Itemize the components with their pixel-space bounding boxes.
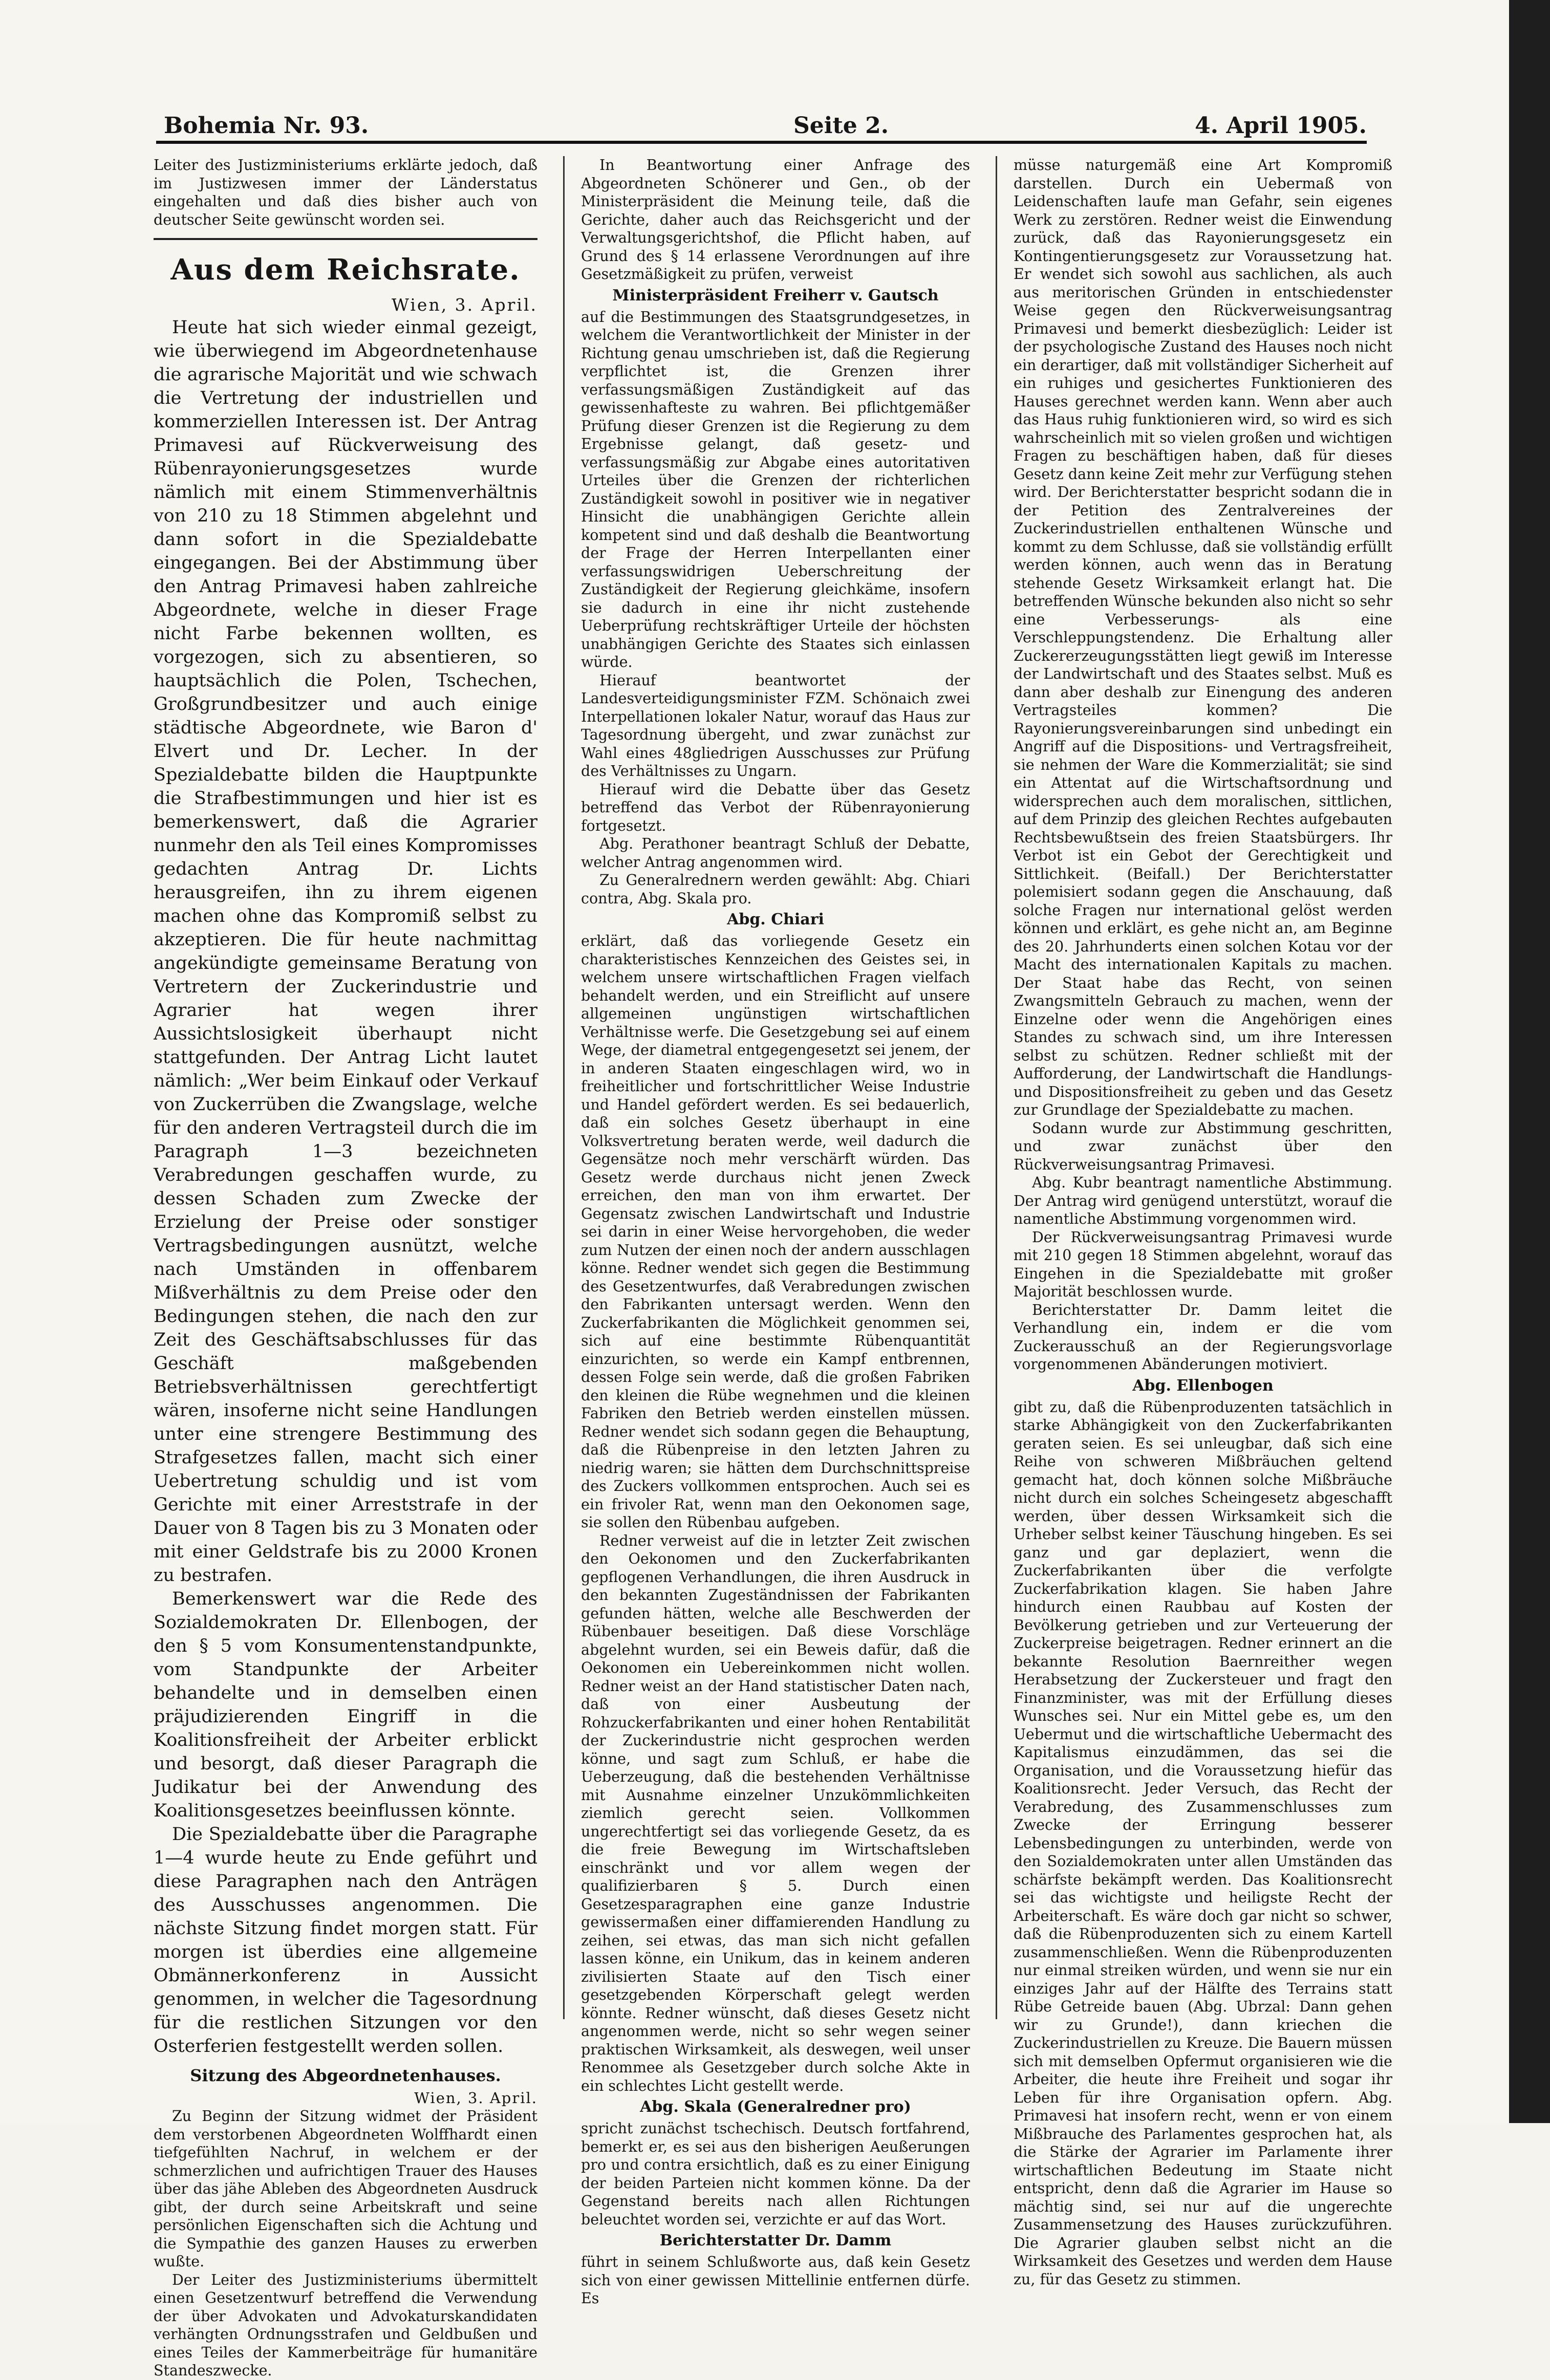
speaker-name: Abg. Skala (Generalredner pro) <box>640 2098 911 2116</box>
article-paragraph: auf die Bestimmungen des Staatsgrundgesetzes, in welchem die Verantwortlichkeit der Minister in der Richtung genau umschrieben ist, daß die Regierung verpflichtet ist, die Grenzen ihrer verfassungsmäßigen Zuständigkeit auf das gewissenhafteste zu wahren. Bei pflichtgemäßer Prüfung dieser Grenzen ist die Regierung zu dem Ergebnisse gelangt, daß gesetz- und verfassungsmäßig zur Abgabe eines autoritativen Urteiles über die Grenzen der richterlichen Zuständigkeit sowohl in positiver wie in negativer Hinsicht die unabhängigen Gerichte allein kompetent sind und daß deshalb die Beantwortung der Frage der Herren Interpellanten einer verfassungswidrigen Ueberschreitung der Zuständigkeit der Regierung gleichkäme, insofern sie dadurch in eine ihr nicht zustehende Ueberprüfung rechtskräftiger Urteile der höchsten unabhängigen Gerichte des Staates sich einlassen würde. <box>581 308 970 670</box>
section-subheading: Sitzung des Abgeordnetenhauses. <box>190 2066 501 2085</box>
article-paragraph: Berichterstatter Dr. Damm leitet die Verhandlung ein, indem er die vom Zuckerausschuß an der Regierungsvorlage vorgenommenen Abänderungen motiviert. <box>1014 1301 1392 1373</box>
masthead <box>164 107 1367 143</box>
column-3 <box>1014 156 1392 2288</box>
speaker-name: Ministerpräsident Freiherr v. Gautsch <box>612 286 939 305</box>
speaker-name: Abg. Chiari <box>727 911 824 928</box>
article-paragraph: spricht zunächst tschechisch. Deutsch fortfahrend, bemerkt er, es sei aus den bisherigen Aeußerungen pro und contra ersichtlich, daß es zu einer Einigung der beiden Parteien nicht kommen könne. Da der Gegenstand bereits nach allen Richtungen beleuchtet worden sei, verzichte er auf das Wort. <box>581 2120 970 2228</box>
masthead-rule <box>156 141 1367 144</box>
section-rule <box>154 238 537 240</box>
article-paragraph: Der Leiter des Justizministeriums übermittelt einen Gesetzentwurf betreffend die Verwendung der über Advokaten und Advokaturskandidaten verhängten Ordnungsstrafen und Geldbußen und eines Teiles der Kammerbeiträge für humanitäre Standeszwecke. <box>154 2271 537 2379</box>
article-paragraph: erklärt, daß das vorliegende Gesetz ein charakteristisches Kennzeichen des Geistes sei, in welchem unsere wirtschaftlichen Fragen vielfach behandelt werden, und ein Streiflicht auf unsere allgemeinen ungünstigen wirtschaftlichen Verhältnisse werfe. Die Gesetzgebung sei auf einem Wege, der diametral entgegengesetzt sei jenem, der in anderen Staaten eingeschlagen wird, wo in freiheitlicher und fortschrittlicher Weise Industrie und Handel gefördert werden. Es sei bedauerlich, daß ein solches Gesetz überhaupt in eine Volksvertretung beraten werde, weil dadurch die Gegensätze noch mehr verschärft würden. Das Gesetz werde durchaus nicht jenen Zweck erreichen, den man von ihm erwartet. Der Gegensatz zwischen Landwirtschaft und Industrie sei darin in einer Weise hervorgehoben, die weder zum Nutzen der einen noch der andern ausschlagen könne. Redner wendet sich gegen die Bestimmung des Gesetzentwurfes, daß Verabredungen zwischen den Fabrikanten untersagt werden. Wenn den Zuckerfabrikanten die Möglichkeit genommen sei, sich auf eine bestimmte Rübenquantität einzurichten, so werde ein Kampf entbrennen, dessen Folge sein werde, daß die großen Fabriken den kleinen die Rübe wegnehmen und die kleinen Fabriken den Betrieb werden einstellen müssen. Redner wendet sich sodann gegen die Behauptung, daß die Rübenpreise in den letzten Jahren zu niedrig waren; sie hätten dem Durchschnittspreise des Zuckers vollkommen entsprochen. Auch sei es ein frivoler Rat, wenn man den Oekonomen sage, sie sollen den Rübenbau aufgeben. <box>581 933 970 1531</box>
page-number: Seite 2. <box>793 113 889 139</box>
article-paragraph: Abg. Perathoner beantragt Schluß der Debatte, welcher Antrag angenommen wird. <box>581 835 970 871</box>
article-paragraph: Hierauf wird die Debatte über das Gesetz betreffend das Verbot der Rübenrayonierung fortgesetzt. <box>581 781 970 834</box>
column-separator <box>996 156 997 2019</box>
paper-issue: Bohemia Nr. 93. <box>164 113 369 139</box>
speaker-name: Berichterstatter Dr. Damm <box>659 2232 892 2249</box>
article-paragraph: Die Spezialdebatte über die Paragraphe 1—4 wurde heute zu Ende geführt und diese Paragraphen nach den Anträgen des Ausschusses angenommen. Die nächste Sitzung findet morgen statt. Für morgen ist überdies eine allgemeine Obmännerkonferenz in Aussicht genommen, in welcher die Tagesordnung für die restlichen Sitzungen vor den Osterferien festgestellt werden sollen. <box>154 1824 537 2057</box>
article-intro: Leiter des Justizministeriums erklärte jedoch, daß im Justizwesen immer der Länderstatus eingehalten und daß dies bisher auch von deutscher Seite gewünscht worden sei. <box>154 157 537 228</box>
article-paragraph: Zu Generalrednern werden gewählt: Abg. Chiari contra, Abg. Skala pro. <box>581 872 970 907</box>
issue-date: 4. April 1905. <box>1195 113 1367 139</box>
dateline: Wien, 3. April. <box>392 295 537 315</box>
dateline: Wien, 3. April. <box>414 2089 537 2107</box>
scan-border <box>1509 0 1550 2123</box>
article-heading: Aus dem Reichsrate. <box>170 253 521 287</box>
article-paragraph: Zu Beginn der Sitzung widmet der Präsident dem verstorbenen Abgeordneten Wolffhardt einen tiefgefühlten Nachruf, in welchem er der schmerzlichen und aufrichtigen Trauer des Hauses über das jähe Ableben des Abgeordneten Ausdruck gibt, der durch seine Arbeitskraft und seine persönlichen Eigenschaften sich die Achtung und die Sympathie des ganzen Hauses zu erwerben wußte. <box>154 2108 537 2270</box>
article-paragraph: Bemerkenswert war die Rede des Sozialdemokraten Dr. Ellenbogen, der den § 5 vom Konsumentenstandpunkte, vom Standpunkte der Arbeiter behandelte und in demselben einen präjudizierenden Eingriff in die Koalitionsfreiheit der Arbeiter erblickt und besorgt, daß dieser Paragraph die Judikatur bei der Anwendung des Koalitionsgesetzes beeinflussen könnte. <box>154 1589 537 1821</box>
article-paragraph: Sodann wurde zur Abstimmung geschritten, und zwar zunächst über den Rückverweisungsantrag Primavesi. <box>1014 1119 1392 1173</box>
article-paragraph: führt in seinem Schlußworte aus, daß kein Gesetz sich von einer gewissen Mittellinie entfernen dürfe. Es <box>581 2254 970 2307</box>
column-1 <box>154 156 537 2379</box>
article-paragraph: Heute hat sich wieder einmal gezeigt, wie überwiegend im Abgeordnetenhause die agrarische Majorität und wie schwach die Vertretung der industriellen und kommerziellen Interessen ist. Der Antrag Primavesi auf Rückverweisung des Rübenrayonierungsgesetzes wurde nämlich mit einem Stimmenverhältnis von 210 zu 18 Stimmen abgelehnt und dann sofort in die Spezialdebatte eingegangen. Bei der Abstimmung über den Antrag Primavesi haben zahlreiche Abgeordnete, welche in dieser Frage nicht Farbe bekennen wollten, es vorgezogen, sich zu absentieren, so hauptsächlich die Polen, Tschechen, Großgrundbesitzer und auch einige städtische Abgeordnete, wie Baron d' Elvert und Dr. Lecher. In der Spezialdebatte bilden die Hauptpunkte die Strafbestimmungen und hier ist es bemerkenswert, daß die Agrarier nunmehr den als Teil eines Kompromisses gedachten Antrag Dr. Lichts herausgreifen, ihn zu ihrem eigenen machen ohne das Kompromiß selbst zu akzeptieren. Die für heute nachmittag angekündigte gemeinsame Beratung von Vertretern der Zuckerindustrie und Agrarier hat wegen ihrer Aussichtslosigkeit überhaupt nicht stattgefunden. Der Antrag Licht lautet nämlich: „Wer beim Einkauf oder Verkauf von Zuckerrüben die Zwangslage, welche für den anderen Vertragsteil durch die im Paragraph 1—3 bezeichneten Verabredungen geschaffen wurde, zu dessen Schaden zum Zwecke der Erzielung der Preise oder sonstiger Vertragsbedingungen ausnützt, welche nach Umständen in offenbarem Mißverhältnis zu dem Preise oder den Bedingungen stehen, die nach den zur Zeit des Geschäftsabschlusses für das Geschäft maßgebenden Betriebsverhältnissen gerechtfertigt wären, insoferne nicht seine Handlungen unter eine strengere Bestimmung des Strafgesetzes fallen, macht sich einer Uebertretung schuldig und ist vom Gerichte mit einer Arreststrafe in der Dauer von 8 Tagen bis zu 3 Monaten oder mit einer Geldstrafe bis zu 2000 Kronen zu bestrafen. <box>154 317 537 1586</box>
article-paragraph: müsse naturgemäß eine Art Kompromiß darstellen. Durch ein Uebermaß von Leidenschaften laufe man Gefahr, sein eigenes Werk zu zerstören. Redner weist die Einwendung zurück, daß das Rayonierungsgesetz ein Kontingentierungsgesetz zur Voraussetzung hat. Er wendet sich sowohl aus sachlichen, als auch aus meritorischen Gründen in entschiedenster Weise gegen den Rückverweisungsantrag Primavesi und bemerkt diesbezüglich: Leider ist der psychologische Zustand des Hauses noch nicht ein derartiger, daß mit vollständiger Sicherheit auf ein ruhiges und gesichertes Funktionieren des Hauses gerechnet werden kann. Wenn aber auch das Haus ruhig funktionieren wird, so wird es sich wahrscheinlich mit so vielen großen und wichtigen Fragen zu beschäftigen haben, daß für dieses Gesetz dann keine Zeit mehr zur Verfügung stehen wird. Der Berichterstatter bespricht sodann die in der Petition des Zentralvereines der Zuckerindustriellen enthaltenen Wünsche und kommt zu dem Schlusse, daß sie vollständig erfüllt werden können, auch wenn das in Beratung stehende Gesetz Wirksamkeit erlangt hat. Die betreffenden Wünsche bekunden also nicht so sehr eine Verbesserungs- als eine Verschleppungstendenz. Die Erhaltung aller Zuckererzeugungsstätten liegt gewiß im Interesse der Landwirtschaft und des Staates selbst. Muß es dann aber deshalb zur Einengung des anderen Vertragsteiles kommen? Die Rayonierungsvereinbarungen sind unbedingt ein Angriff auf die Dispositions- und Vertragsfreiheit, sie nehmen der Ware die Kommerzialität; sie sind ein Attentat auf die Wirtschaftsordnung und widersprechen auch dem moralischen, sittlichen, auf dem Prinzip des gleichen Rechtes aufgebauten Rechtsbewußtsein des freien Staatsbürgers. Ihr Verbot ist ein Gebot der Gerechtigkeit und Sittlichkeit. (Beifall.) Der Berichterstatter polemisiert sodann gegen die Anschauung, daß solche Fragen nur international gelöst werden können und erklärt, es gehe nicht an, am Beginne des 20. Jahrhunderts einen solchen Kotau vor der Macht des internationalen Kapitals zu machen. Der Staat habe das Recht, von seinen Zwangsmitteln Gebrauch zu machen, wenn der Einzelne oder wenn die Angehörigen eines Standes zu schwach sind, um ihre Interessen selbst zu schützen. Redner schließt mit der Aufforderung, der Landwirtschaft die Handlungs- und Dispositionsfreiheit zu geben und das Gesetz zur Grundlage der Spezialdebatte zu machen. <box>1014 157 1392 1118</box>
article-paragraph: Der Rückverweisungsantrag Primavesi wurde mit 210 gegen 18 Stimmen abgelehnt, worauf das Eingehen in die Spezialdebatte mit großer Majorität beschlossen wurde. <box>1014 1228 1392 1300</box>
article-paragraph: Abg. Kubr beantragt namentliche Abstimmung. Der Antrag wird genügend unterstützt, worauf die namentliche Abstimmung vorgenommen wird. <box>1014 1174 1392 1227</box>
article-paragraph: gibt zu, daß die Rübenproduzenten tatsächlich in starke Abhängigkeit von den Zuckerfabrikanten geraten seien. Es sei unleugbar, daß sich eine Reihe von schweren Mißbräuchen geltend gemacht hat, doch können solche Mißbräuche nicht durch ein solches Scheingesetz abgeschafft werden, über dessen Wirksamkeit sich die Urheber selbst keiner Täuschung hingeben. Es sei ganz und gar deplaziert, wenn die Zuckerfabrikanten über die verfolgte Zuckerfabrikation klagen. Sie haben Jahre hindurch einen Raubbau auf Kosten der Bevölkerung getrieben und zur Verteuerung der Zuckerpreise beigetragen. Redner erinnert an die bekannte Resolution Baernreither wegen Herabsetzung der Zuckersteuer und fragt den Finanzminister, was mit der Erfüllung dieses Wunsches sei. Nur ein Mittel gebe es, um den Uebermut und die wirtschaftliche Uebermacht des Kapitalismus einzudämmen, das sei die Organisation, und die Voraussetzung hiefür das Koalitionsrecht. Jeder Versuch, das Recht der Verabredung, des Zusammenschlusses zum Zwecke der Erringung besserer Lebensbedingungen zu unterbinden, werde von den Sozialdemokraten unter allen Umständen das schärfste bekämpft werden. Das Koalitionsrecht sei das wichtigste und heiligste Recht der Arbeiterschaft. Es wäre doch gar nicht so schwer, daß die Rübenproduzenten sich zu einem Kartell zusammenschließen. Wenn die Rübenproduzenten nur einmal streiken würden, und wenn sie nur ein einziges Jahr auf der Hälfte des Terrains statt Rübe Getreide bauen (Abg. Ubrzal: Dann gehen wir zu Grunde!), dann kriechen die Zuckerindustriellen zu Kreuze. Die Bauern müssen sich mit demselben Opfermut organisieren wie die Arbeiter, die heute ihre Freiheit und sogar ihr Leben für ihre Organisation opfern. Abg. Primavesi hat insofern recht, wenn er von einem Mißbrauche des Parlamentes gesprochen hat, als die Stärke der Agrarier im Parlamente ihrer wirtschaftlichen Bedeutung im Staate nicht entspricht, denn daß die Agrarier im Hause so mächtig sind, sei nur auf die ungerechte Zusammensetzung des Hauses zurückzuführen. Die Agrarier glauben selbst nicht an die Wirksamkeit des Gesetzes und werden dem Hause zu, für das Gesetz zu stimmen. <box>1014 1398 1392 2288</box>
column-separator <box>563 156 565 2019</box>
column-2 <box>581 156 970 2307</box>
speaker-name: Abg. Ellenbogen <box>1132 1376 1274 1395</box>
article-paragraph: In Beantwortung einer Anfrage des Abgeordneten Schönerer und Gen., ob der Ministerpräsident die Meinung teile, daß die Gerichte, daher auch das Reichsgericht und der Verwaltungsgerichtshof, die Pflicht haben, auf Grund des § 14 erlassene Verordnungen auf ihre Gesetzmäßigkeit zu prüfen, verweist <box>581 157 970 283</box>
article-paragraph: Hierauf beantwortet der Landesverteidigungsminister FZM. Schönaich zwei Interpellationen lokaler Natur, worauf das Haus zur Tagesordnung übergeht, und zwar zunächst zur Wahl eines 48gliedrigen Ausschusses zur Prüfung des Verhältnisses zu Ungarn. <box>581 672 970 780</box>
article-paragraph: Redner verweist auf die in letzter Zeit zwischen den Oekonomen und den Zuckerfabrikanten gepflogenen Verhandlungen, die ihren Ausdruck in den bekannten Zugeständnissen der Fabrikanten gefunden hätten, welche alle Beschwerden der Rübenbauer beseitigen. Daß diese Vorschläge abgelehnt wurden, sei ein Beweis dafür, daß die Oekonomen ein Uebereinkommen nicht wollen. Redner weist an der Hand statistischer Daten nach, daß von einer Ausbeutung der Rohzuckerfabrikanten und einer hohen Rentabilität der Zuckerindustrie nicht gesprochen werden könne, und sagt zum Schluß, er habe die Ueberzeugung, daß die bestehenden Verhältnisse mit Ausnahme einzelner Unzukömmlichkeiten ziemlich gerecht seien. Vollkommen ungerechtfertigt sei das vorliegende Gesetz, da es die freie Bewegung im Wirtschaftsleben einschränkt und vor allem wegen der qualifizierbaren § 5. Durch einen Gesetzesparagraphen eine ganze Industrie gewissermaßen einer diffamierenden Handlung zu zeihen, sei etwas, das man sich nicht gefallen lassen könne, ein Unikum, das in keinem anderen zivilisierten Staate auf den Tisch einer gesetzgebenden Körperschaft gelegt werden könnte. Redner wünscht, daß dieses Gesetz nicht angenommen werde, nicht so sehr wegen seiner praktischen Wirksamkeit, als deswegen, weil unser Renommee als Gesetzgeber durch solche Akte in ein schlechtes Licht gestellt werde. <box>581 1532 970 2094</box>
